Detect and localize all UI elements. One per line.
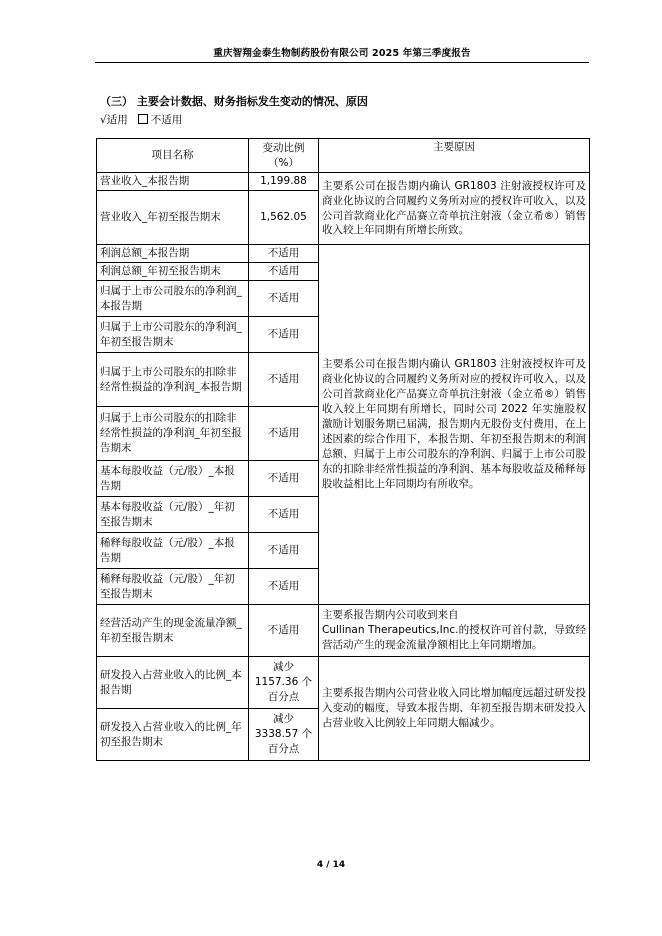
row-item: 稀释每股收益（元/股）_年初至报告期末: [97, 569, 249, 605]
row-value: 不适用: [249, 407, 319, 461]
row-item: 归属于上市公司股东的净利润_年初至报告期末: [97, 317, 249, 353]
table-header-row: [97, 139, 590, 173]
table-row: [97, 245, 590, 263]
header-item: 项目名称: [97, 139, 249, 173]
row-item: 研发投入占营业收入的比例_年初至报告期末: [97, 709, 249, 761]
table-row: [97, 173, 590, 191]
header-divider: [95, 62, 589, 63]
row-value: 不适用: [249, 533, 319, 569]
table-row: [97, 657, 590, 709]
row-item: 研发投入占营业收入的比例_本报告期: [97, 657, 249, 709]
row-value: 不适用: [249, 245, 319, 263]
row-item: 利润总额_本报告期: [97, 245, 249, 263]
row-value: 减少3338.57 个百分点: [249, 709, 319, 761]
row-value: 不适用: [249, 281, 319, 317]
table-row: [97, 605, 590, 657]
header-reason: 主要原因: [319, 139, 590, 173]
header-ratio: 变动比例（%）: [249, 139, 319, 173]
row-item: 归属于上市公司股东的扣除非经常性损益的净利润_年初至报告期末: [97, 407, 249, 461]
change-reasons-table: [96, 138, 590, 761]
row-value: 1,562.05: [249, 191, 319, 245]
row-item: 经营活动产生的现金流量净额_年初至报告期末: [97, 605, 249, 657]
row-value: 1,199.88: [249, 173, 319, 191]
reason-rnd: 主要系报告期内公司营业收入同比增加幅度远超过研发投入变动的幅度，导致本报告期、年初至报告期末研发投入占营业收入比例较上年同期大幅减少。: [319, 657, 590, 761]
row-item: 归属于上市公司股东的净利润_本报告期: [97, 281, 249, 317]
reason-profit: 主要系公司在报告期内确认 GR1803 注射液授权许可及商业化协议的合同履约义务所对应的授权许可收入，以及公司首款商业化产品赛立奇单抗注射液（金立希®）销售收入较上年同期有所增长，同时公司 2022 年实施股权激励计划服务期已届满，报告期内无股份支付费用，在上述因素的综合作用下，本报告期、年初至报告期末的利润总额、归属于上市公司股东的净利润、归属于上市公司股东的扣除非经常性损益的净利润、基本每股收益及稀释每股收益相比上年同期均有所收窄。: [319, 245, 590, 605]
reason-revenue: 主要系公司在报告期内确认 GR1803 注射液授权许可及商业化协议的合同履约义务所对应的授权许可收入，以及公司首款商业化产品赛立奇单抗注射液（金立希®）销售收入较上年同期有所增长所致。: [319, 173, 590, 245]
applicability-options: [100, 112, 182, 127]
reason-cashflow-line2: Cullinan Therapeutics,Inc.的授权许可首付款，导致经营活动产生的现金流量净额相比上年同期增加。: [322, 624, 586, 651]
applicable-label: √适用: [100, 114, 128, 126]
row-value: 不适用: [249, 353, 319, 407]
row-item: 基本每股收益（元/股）_本报告期: [97, 461, 249, 497]
reason-cashflow: [319, 605, 590, 657]
row-item: 利润总额_年初至报告期末: [97, 263, 249, 281]
not-applicable-label: 不适用: [150, 114, 183, 126]
reason-cashflow-line1: 主要系报告期内公司收到来自: [322, 609, 459, 622]
row-value: 不适用: [249, 497, 319, 533]
report-header: 重庆智翔金泰生物制药股份有限公司 2025 年第三季度报告: [213, 48, 471, 59]
row-value: 不适用: [249, 605, 319, 657]
row-value: 减少1157.36 个百分点: [249, 657, 319, 709]
row-item: 营业收入_本报告期: [97, 173, 249, 191]
row-value: 不适用: [249, 317, 319, 353]
row-value: 不适用: [249, 569, 319, 605]
section-title: （三） 主要会计数据、财务指标发生变动的情况、原因: [100, 95, 368, 108]
row-value: 不适用: [249, 263, 319, 281]
row-item: 稀释每股收益（元/股）_本报告期: [97, 533, 249, 569]
row-item: 基本每股收益（元/股）_年初至报告期末: [97, 497, 249, 533]
row-item: 归属于上市公司股东的扣除非经常性损益的净利润_本报告期: [97, 353, 249, 407]
row-value: 不适用: [249, 461, 319, 497]
row-item: 营业收入_年初至报告期末: [97, 191, 249, 245]
page-number: 4 / 14: [316, 860, 346, 870]
checkbox-icon: [138, 114, 148, 124]
